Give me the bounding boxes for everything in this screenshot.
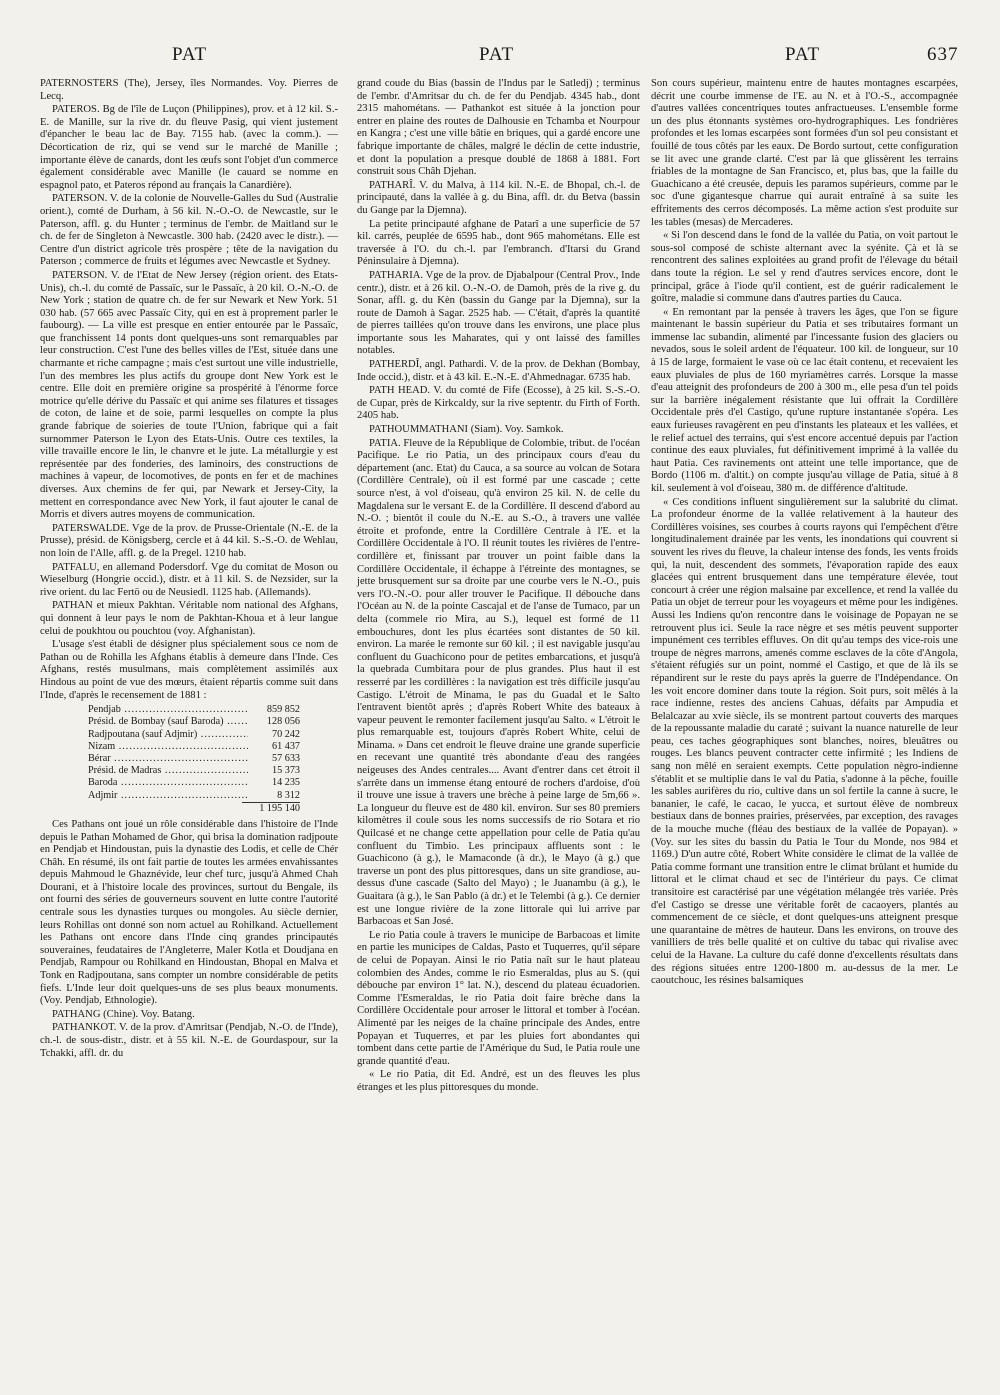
table-row (88, 716, 300, 728)
entry-patharia: PATHARIA. Vge de la prov. de Djabalpour (Central Prov., Inde centr.), distr. et à 26 kil. O.-N.-O. de Damoh, près de la rive g. du Sonar, affl. g. du Kèn (bassin du Gange par la Djemna), sur la route de Damoh à Sagar. 2525 hab. — C'était, d'après la quantité de pierres taillées qu'on trouve dans les environs, une place plus importante sous les Maharates, qui y ont laissé des familles notables. (357, 269, 640, 357)
entry-patari-principality: La petite principauté afghane de Patarî a une superficie de 57 kil. carrés, peuplée de 6595 hab., dont 965 mahométans. Elle est traversée à l'O. du ch.-l. par l'embranch. d'Itarsi du Grand Péninsulaire à Djemna). (357, 218, 640, 268)
entry-pathang: PATHANG (Chine). Voy. Batang. (52, 1008, 195, 1020)
table-row (88, 741, 300, 753)
entry-patfalu: PATFALU, en allemand Podersdorf. Vge du comitat de Moson ou Wieselburg (Hongrie occid.), distr. et à 11 kil. S. de Nezsider, sur la rive orient. du lac Fertö ou de Neusiedl. 1125 hab. (Allemands). (40, 561, 338, 598)
entry-pathan: PATHAN et mieux Pakhtan. Véritable nom national des Afghans, qui donnent à leur pays le nom de Pakhtan-Khoua et à leur langue celui de poukhtou ou pouchtou (voy. Afghanistan). (40, 600, 338, 637)
table-row (88, 765, 300, 777)
region-name: Baroda ..... (88, 777, 248, 789)
table-row (88, 790, 300, 802)
entry-patia-valley: « Si l'on descend dans le fond de la vallée du Patia, on voit partout le sous-sol composé de schiste alternant avec la syénite. Çà et là se rencontrent des salines exploitées au grand profit de l'élevage du bétail dans toute la région. Le sel y rend d'autres services encore, dont le principal, grâce à l'iode qu'il contient, est de guérir radicalement le goître, maladie si commune dans d'autres parties du Cauca. (651, 230, 958, 305)
column-3 (651, 78, 958, 989)
entry-paternosters: PATERNOSTERS (The), Jersey, îles Normandes. Voy. Pierres de Lecq. (40, 78, 338, 102)
region-value: 14 235 (271, 777, 300, 789)
table-row (88, 704, 300, 716)
page-number: 637 (927, 44, 959, 65)
region-value: 128 056 (266, 716, 300, 728)
region-value: 70 242 (271, 728, 300, 740)
region-name: Nizam ..... (88, 741, 248, 753)
region-name: Adjmir ..... (88, 790, 248, 802)
entry-pathan-usage: L'usage s'est établi de désigner plus spécialement sous ce nom de Pathan ou de Rohilla les Afghans établis à demeure dans l'Inde. Ces Afghans, restés musulmans, mais complètement assimilés aux Hindous au point de vue des mœurs, étaient répartis comme suit dans l'Inde, d'après le recensement de 1881 : (40, 639, 338, 701)
entry-pathan-history: Ces Pathans ont joué un rôle considérable dans l'histoire de l'Inde depuis le Pathan Mohamed de Ghor, qui brisa la domination radjpoute en Pendjab et Hindoustan, puis la dynastie des Lodis, et celle de Chér Châh. En résumé, ils ont fait partie de toutes les armées envahissantes depuis Mahmoud le Ghaznévide, leur chef turc, jusqu'à Ahmed Chah Dourani, et à l'histoire locale des provinces, surtout du Bengale, ils ont fourni des séries de gouverneurs souvent en lutte contre l'autorité centrale sous les dynasties turques ou mongoles. Au siècle dernier, leurs Rohillas ont donné son nom actuel au Rohilkand. Actuellement les Pathans ont encore dans l'Inde cinq grandes principautés souveraines, feudataires de l'Angleterre, Maler Kotla et Doudjana en Pendjab, Rampour ou Rohilkand en Hindoustan, Bhopal en Malva et Tonk en Radjpoutana, sans compter un nombre considérable de petits fiefs. L'Inde leur doit quelques-uns de ses plus beaux monuments. (Voy. Pendjab, Ethnologie). (40, 818, 338, 1007)
entry-pathankot-cont: grand coude du Bias (bassin de l'Indus par le Satledj) ; terminus de l'embr. d'Amritsar du ch. de fer du Pendjab. 4345 hab., dont 2315 mahométans. — Pathankot est située à la jonction pour entrer en plaine des routes de Dalhousie en Tchamba et Nourpour en Kangra ; c'est une ville bâtie en briques, qui a gardé encore une fabrique importante de châles, malgré le déclin de cette industrie, et dont la population a presque doublé de 1868 à 1881. Fort construit sous Châh Djehan. (357, 78, 640, 178)
entry-pathoummathani: PATHOUMMATHANI (Siam). Voy. Samkok. (369, 424, 564, 436)
table-row (88, 753, 300, 765)
running-head-right: PAT (785, 44, 821, 65)
column-2 (357, 78, 640, 1096)
running-head-left: PAT (172, 44, 208, 65)
entry-patia: PATIA. Fleuve de la République de Colombie, tribut. de l'océan Pacifique. Le rio Patia, un des principaux cours d'eau du département (anc. Etat) du Cauca, a sa source au volcan de Sotara (Cordillère Centrale), où il est formé par une cascade ; cette source n'est, à vol d'oiseau, qu'à environ 25 kil. N. de celle du Magdalena sur le versant E. de la Cordillère. Il descend d'abord au N.-O. ; bientôt il coule du N.-E. au S.-O., à travers une vallée étroite et profonde, entre la Cordillère Centrale à l'E. et la Cordillère Occidentale à l'O. Il réunit toutes les rivières de l'entre-cordillère et, finissant par trouver un point faible dans la Cordillère Occidentale, il échappe à l'étreinte des montagnes, se jette brusquement sur sa droite par une courbe vers le N.-O., puis vers l'O.-N.-O. pour aller trouver le Pacifique. Il débouche dans l'Océan au N. de la pointe Cascajal et de l'anse de Tumaco, par un delta (commele rio Mira, au S.), lequel est formé de 11 embouchures, dont les plus écartées sont distantes de 50 kil. environ. La marée le remonte sur 60 kil. ; il est navigable jusqu'au confluent du Guachicono pour de petites embarcations, et jusqu'à la quebrada Cumbitara pour de plus grandes. Plus haut il est resserré par les cordillères : la navigation est très difficile jusqu'au Castigo. L'étroit de Minama, le pas du Guadal et le Salto l'entravent bientôt après ; d'après Robert White des bateaux à vapeur peuvent le remonter facilement jusqu'au Salto. « L'étroit le plus remarquable est, toujours d'après Robert White, celui de Minama. » Dans cet endroit le fleuve draine une grande superficie en recevant une quantité très abondante d'eau des rangées neigeuses des Andes centrales.... Avant d'entrer dans cet étroit il s'arrête dans un immense étang entouré de rochers d'ardoise, d'où il trouve une issue à travers une brèche à peine large de 5m,66 ». La longueur du fleuve est de 480 kil. environ. Sur ses 80 premiers kilomètres il coule sous les noms successifs de rio Sotara et rio Quilcasé et ne change cette appellation pour celle de Patia qu'au confluent du Timbio. Les principaux affluents sont : le Guachicono (à g.), le Mamaconde (à dr.), le Mayo (à g.) que traverse un pont des plus pittoresques, dans un site grandiose, au-dessus d'une cascade (Salto del Mayo) ; le Juanambu (à g.), le Guaitara (à g.), le San Pablo (à dr.) et le Telembi (à g.). Ce dernier est une longue rivière de la zone littorale qui lui arrive par Barbacoas et San José. (357, 437, 640, 928)
entry-patia-climate: « Ces conditions influent singulièrement sur la salubrité du climat. La profondeur énorme de la vallée relativement à la hauteur des Cordillères voisines, ses courbes à courts rayons qui l'empêchent d'être longitudinalement drainée par les vents, les inondations qui couvrent si souvent les rives du fleuve, la chaleur intense des fonds, les vents froids qui, la nuit, descendent des sommets, l'évaporation rapide des eaux glacées qui entrent brusquement dans une température élevée, tout concourt à créer une région malsaine par excellence, et rend la vallée du Patia un objet de terreur pour les voyageurs et même pour les indigènes. Aussi les Indiens qu'on rencontre dans le voisinage de Popayan ne se retrouvent plus ici. Seule la race nègre et ses métis peuvent supporter impunément ces terribles effluves. On dit qu'au temps des vice-rois une troupe de nègres marrons, amenés comme esclaves de la côte d'Angola, s'étaient réfugiés sur un point, nommé el Castigo, et que de là ils se répandirent sur le reste du pays après la guerre de l'Indépendance. On les voit encore dominer dans toute la région. Soit purs, soit mêlés à la race indienne, restes des anciens Cahuas, défaits par Ampudia et Belalcazar au xvie siècle, ils se montrent partout couverts des marques de la repoussante maladie du caraté ; suivant la nuance naturelle de leur peau, ces taches géographiques sont blanches, noires, bleuâtres ou rouges. Les blancs peuvent contracter cette infirmité ; les Indiens de sang non mêlé en seraient exempts. Cette population nègro-indienne s'établit et se multiplie dans le val du Patia, s'adonne à la pêche, fouille les sables aurifères du rio, cultive dans un sol fertile la canne à sucre, le bananier, le café, le cacao, le yucca, et surtout élève de nombreux bestiaux dans de bonnes prairies, préservées, par exception, des ravages de la mouche muche (fléau des bestiaux de la vallée de Popayan). » (Voy. sur les sites du bassin du Patia le Tour du Monde, nos 984 et 1169.) D'un autre côté, Robert White considère le climat de la vallée de Patia comme formant une transition entre le climat brûlant et humide du littoral et le climat chaud et sec de l'intérieur du pays. Ce climat transitoire est caractérisé par une végétation mélangée très variée. Près d'el Castigo se dresse une véritable forêt de cacaoyers, plantés au commencement de ce siècle, et dont quelques-uns atteignent presque une quarantaine de mètres de hauteur. Dans les environs, on trouve des vanilliers de très belle qualité et on cultive du tabac qui rivalise avec celui de la Havane. La culture du café donne d'excellents résultats dans des régions situées entre 1200-1800 m. au-dessus de la mer. Le caoutchouc, les résines balsamiques (651, 496, 958, 987)
region-value: 57 633 (271, 752, 300, 764)
entry-pathari: PATHARÎ. V. du Malva, à 114 kil. N.-E. de Bhopal, ch.-l. de principauté, dans la vallée à g. du Bina, affl. dr. du Betva (bassin du Gange par la Djemna). (357, 179, 640, 216)
region-name: Bérar ..... (88, 753, 248, 765)
entry-patia-course: Le rio Patia coule à travers le municipe de Barbacoas et limite en partie les municipes de Caldas, Pasto et Tuquerres, qu'il sépare de celui de Popayan. Ainsi le rio Patia naît sur le haut plateau colombien des Andes, comme le rio Esmeraldas, plus au S. (qui débouche par environ 1° lat. N.), descend du plateau écuadorien. Comme l'Esmeraldas, le rio Patia doit faire brèche dans la Cordillère Occidentale pour arroser le littoral et tomber à l'océan. Alimenté par les neiges de la chaîne principale des Andes, entre Popayan et Tuquerres, et par les pluies fort abondantes qui tombent dans cette partie de l'Amérique du Sud, le Patia roule une grande quantité d'eau. (357, 929, 640, 1067)
entry-pateros: PATEROS. Bg de l'île de Luçon (Philippines), prov. et à 12 kil. S.-E. de Manille, sur la rive dr. du fleuve Pasig, qui vient justement d'épancher le beau lac de Bay. 7155 hab. (avec la comm.). — Décortication de riz, qui se vend sur le marché de Manille ; importante élève de canards, dont les œufs sont l'objet d'un commerce également considérable avec Manille (le cauard se nomme en espagnol pato, et Pateros répond au français la Canardière). (40, 104, 338, 191)
entry-path-head: PATH HEAD. V. du comté de Fife (Ecosse), à 25 kil. S.-S.-O. de Cupar, près de Kirkcaldy, sur la rive septentr. du Firth of Forth. 2405 hab. (357, 385, 640, 422)
entry-pathankot: PATHANKOT. V. de la prov. d'Amritsar (Pendjab, N.-O. de l'Inde), ch.-l. de sous-distr., distr. et à 55 kil. N.-E. de Gourdaspour, sur la Tchakki, affl. dr. du (40, 1022, 338, 1059)
region-value: 61 437 (271, 740, 300, 752)
population-table (88, 704, 300, 815)
running-head-center: PAT (479, 44, 515, 65)
region-name: Présid. de Bombay (sauf Baroda) ..... (88, 716, 248, 728)
region-value: 15 373 (271, 765, 300, 777)
region-value: 859 852 (266, 704, 300, 716)
entry-patia-lake: « En remontant par la pensée à travers les âges, que l'on se figure maintenant le bassin supérieur du Patia et ses tributaires formant un immense lac subandin, alimenté par l'incessante fusion des glaciers ou nevados, sous le soleil ardent de l'équateur. 100 kil. de longueur, sur 10 à 15 de large, formaient le vase où ce lac était contenu, et recevaient les eaux pluviales de plus de 160 myriamètres carrés. Lorsque la masse d'eau atteignit des profondeurs de 200 à 300 m., elle pesa d'un tel poids sur la barrière inégalement résistante que lui offrait la Cordillère Occidentale près d'el Castigo, qu'une rupture instantanée s'opéra. Les eaux furieuses ravagèrent en peu d'instants les plateaux et les vallées, et le relief actuel des terrains, qui s'est encore accentué depuis par l'action continue des eaux pluviales, fut définitivement imprimé à la vallée du haut Patia. Ces ravinements ont atteint une telle importance, que de Bordo (1106 m. d'altit.) on compte jusqu'au village de Patia, situé à 8 kil. seulement à vol d'oiseau, 380 m. de différence d'altitude. (651, 306, 958, 494)
entry-patia-upper-course: Son cours supérieur, maintenu entre de hautes montagnes escarpées, décrit une courbe immense de l'E. au N. et à l'O.-S., accompagnée d'autres vallées concentriques toutes anfractueuses. L'ensemble forme un des plus étonnants systèmes oro-hydrographiques. Les fondrières profondes et les lomas escarpées sont formées d'un sol peu consistant et fouillé de tous côtés par les eaux. De Bordo surtout, cette configuration se lit avec une grande clarté. C'est par là que glissèrent les terrains friables de la montagne de San Francisco, et, plus bas, que la faille du Guachicano a été creusée, depuis les paramos supérieurs, comme par le soc d'une gigantesque charrue qui aurait entraîné à sa suite les effritements des cerros décomposés. La même action s'est produite sur les tables (mesas) de Mercaderes. (651, 78, 958, 228)
entry-paterson-new-jersey: PATERSON. V. de l'Etat de New Jersey (région orient. des Etats-Unis), ch.-l. du comté de Passaïc, sur le Passaïc, à 20 kil. O.-N.-O. de New York ; station de quatre ch. de fer sur Newark et New York. 51 030 hab. (57 665 avec Passaïc City, qui en est à proprement parler le faubourg). — La ville est presque en entier entourée par le Passaïc, que franchissent 14 ponts dont quelques-uns sont remarquables par leur construction. C'est l'une des belles villes de l'Est, située dans une charmante et riche campagne ; mais c'est surtout une ville industrielle, l'un des membres les plus actifs du groupe dont New York est le centre. Elle doit en première origine sa prospérité à l'énorme force motrice qu'elle dérive du Passaïc et qui anime ses filatures et tissages de coton, de laine et de soie, parmi lesquelles on compte la plus grande fabrique de soieries de toute l'Union, fabrique qui a fait surnommer Paterson le Lyon des Etats-Unis. Outre ces textiles, la ville travaille encore le lin, le chanvre et le jute. La métallurgie y est représentée par des fonderies, des laminoirs, des constructions de machines à vapeur, de locomotives, de ponts en fer et de machines diverses. Aux chemins de fer qui, par Newark et Jersey-City, la mettent en correspondance avec New York, il faut ajouter le canal de Morris et divers autres moyens de communication. (40, 269, 338, 521)
region-name: Radjpoutana (sauf Adjmir) ..... (88, 729, 248, 741)
entry-patia-andre-quote: « Le rio Patia, dit Ed. André, est un des fleuves les plus étranges et les plus pittoresques du monde. (357, 1069, 640, 1093)
table-total: 1 195 140 (242, 802, 300, 815)
region-name: Pendjab ..... (88, 704, 248, 716)
region-name: Présid. de Madras ..... (88, 765, 248, 777)
entry-paterson-australia: PATERSON. V. de la colonie de Nouvelle-Galles du Sud (Australie orient.), comté de Durham, à 56 kil. N.-O.-O. de Newcastle, sur le Paterson, affl. g. du Hunter ; terminus de l'embr. de Maitland sur le ch. de fer de Singleton à Newcastle. 300 hab. (2420 avec le distr.). — Centre d'un district agricole très prospère ; tête de la navigation du Paterson ; commerce de fruits et légumes avec Newcastle et Sydney. (40, 193, 338, 268)
region-value: 8 312 (277, 789, 300, 801)
column-1 (40, 78, 338, 1061)
table-row (88, 777, 300, 789)
entry-patherdi: PATHERDÎ, angl. Pathardi. V. de la prov. de Dekhan (Bombay, Inde occid.), distr. et à 43 kil. E.-N.-E. d'Ahmednagar. 6735 hab. (357, 359, 640, 383)
entry-paterswalde: PATERSWALDE. Vge de la prov. de Prusse-Orientale (N.-E. de la Prusse), présid. de Königsberg, cercle et à 44 kil. S.-S.-O. de Wehlau, non loin de l'Alle, affl. g. de la Pregel. 1210 hab. (40, 522, 338, 559)
table-row (88, 729, 300, 741)
